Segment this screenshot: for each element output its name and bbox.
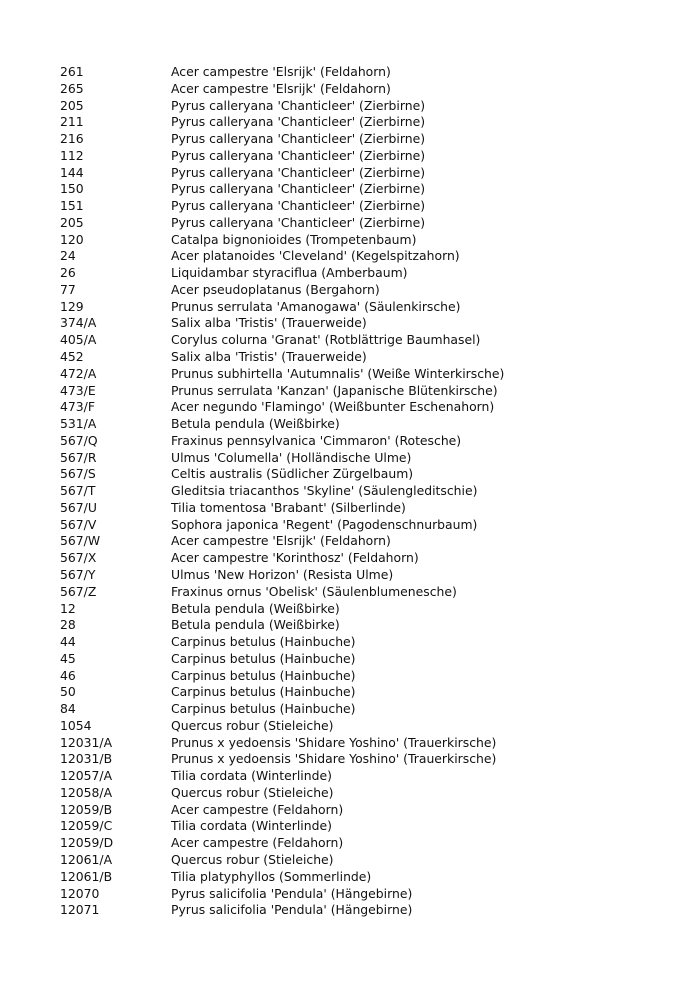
tree-species: Tilia platyphyllos (Sommerlinde) (171, 868, 372, 884)
tree-number: 265 (60, 80, 84, 96)
tree-species: Acer pseudoplatanus (Bergahorn) (171, 281, 380, 297)
tree-species: Carpinus betulus (Hainbuche) (171, 634, 356, 650)
tree-number: 12071 (60, 902, 100, 918)
tree-number: 567/V (60, 516, 97, 532)
list-item (60, 651, 504, 668)
tree-number: 44 (60, 634, 76, 650)
tree-species: Prunus serrulata 'Amanogawa' (Säulenkirsche) (171, 298, 461, 314)
tree-species: Acer campestre 'Elsrijk' (Feldahorn) (171, 64, 391, 79)
tree-species: Liquidambar styraciflua (Amberbaum) (171, 265, 408, 281)
list-item (60, 902, 504, 919)
tree-number: 129 (60, 298, 84, 314)
tree-species: Prunus serrulata 'Kanzan' (Japanische Blütenkirsche) (171, 382, 498, 398)
list-item (60, 466, 504, 483)
tree-species: Catalpa bignonioides (Trompetenbaum) (171, 231, 417, 247)
list-item (60, 299, 504, 316)
list-item (60, 617, 504, 634)
tree-number: 12070 (60, 885, 100, 901)
list-item (60, 349, 504, 366)
tree-number: 452 (60, 349, 84, 365)
list-item (60, 869, 504, 886)
tree-number: 46 (60, 667, 76, 683)
tree-number: 473/E (60, 382, 96, 398)
tree-species: Gleditsia triacanthos 'Skyline' (Säulengleditschie) (171, 483, 478, 499)
tree-number: 12031/A (60, 734, 113, 750)
tree-number: 211 (60, 114, 84, 130)
tree-number: 205 (60, 214, 84, 230)
tree-number: 12031/B (60, 751, 113, 767)
list-item (60, 64, 504, 81)
tree-number: 1054 (60, 717, 92, 733)
tree-species: Tilia cordata (Winterlinde) (171, 818, 332, 834)
list-item (60, 584, 504, 601)
list-item (60, 701, 504, 718)
tree-number: 567/Y (60, 566, 96, 582)
list-item (60, 416, 504, 433)
tree-species: Acer negundo 'Flamingo' (Weißbunter Eschenahorn) (171, 399, 495, 415)
tree-species: Quercus robur (Stieleiche) (171, 717, 334, 733)
list-item (60, 735, 504, 752)
tree-number: 12058/A (60, 784, 113, 800)
tree-number: 150 (60, 181, 84, 197)
tree-species: Salix alba 'Tristis' (Trauerweide) (171, 349, 367, 365)
list-item (60, 886, 504, 903)
list-item (60, 483, 504, 500)
tree-species: Carpinus betulus (Hainbuche) (171, 667, 356, 683)
tree-species: Celtis australis (Südlicher Zürgelbaum) (171, 466, 414, 482)
tree-number: 473/F (60, 399, 95, 415)
tree-species: Carpinus betulus (Hainbuche) (171, 650, 356, 666)
tree-species: Carpinus betulus (Hainbuche) (171, 684, 356, 700)
list-item (60, 399, 504, 416)
list-item (60, 450, 504, 467)
tree-number: 112 (60, 147, 84, 163)
tree-species: Pyrus calleryana 'Chanticleer' (Zierbirne) (171, 131, 426, 147)
tree-number: 12057/A (60, 768, 113, 784)
tree-number: 567/T (60, 483, 96, 499)
tree-species: Pyrus calleryana 'Chanticleer' (Zierbirne) (171, 147, 426, 163)
tree-species: Corylus colurna 'Granat' (Rotblättrige Baumhasel) (171, 332, 481, 348)
list-item (60, 852, 504, 869)
tree-number: 144 (60, 164, 84, 180)
tree-species: Acer campestre (Feldahorn) (171, 835, 344, 851)
tree-number: 567/R (60, 449, 97, 465)
tree-number: 567/S (60, 466, 96, 482)
tree-species: Pyrus calleryana 'Chanticleer' (Zierbirne) (171, 214, 426, 230)
tree-list (60, 64, 504, 919)
tree-species: Salix alba 'Tristis' (Trauerweide) (171, 315, 367, 331)
list-item (60, 366, 504, 383)
tree-number: 50 (60, 684, 76, 700)
list-item (60, 433, 504, 450)
list-item (60, 785, 504, 802)
list-item (60, 165, 504, 182)
tree-species: Pyrus salicifolia 'Pendula' (Hängebirne) (171, 885, 413, 901)
list-item (60, 282, 504, 299)
list-item (60, 768, 504, 785)
list-item (60, 751, 504, 768)
tree-number: 567/Z (60, 583, 97, 599)
list-item (60, 802, 504, 819)
tree-species: Prunus x yedoensis 'Shidare Yoshino' (Trauerkirsche) (171, 751, 497, 767)
list-item (60, 668, 504, 685)
tree-species: Sophora japonica 'Regent' (Pagodenschnurbaum) (171, 516, 478, 532)
tree-number: 405/A (60, 332, 97, 348)
tree-species: Quercus robur (Stieleiche) (171, 784, 334, 800)
tree-species: Prunus subhirtella 'Autumnalis' (Weiße Winterkirsche) (171, 365, 505, 381)
list-item (60, 332, 504, 349)
list-item (60, 232, 504, 249)
tree-number: 24 (60, 248, 76, 264)
tree-number: 567/Q (60, 432, 98, 448)
tree-number: 567/X (60, 550, 97, 566)
list-item (60, 315, 504, 332)
list-item (60, 835, 504, 852)
tree-number: 45 (60, 650, 76, 666)
tree-species: Pyrus salicifolia 'Pendula' (Hängebirne) (171, 902, 413, 918)
list-item (60, 265, 504, 282)
list-item (60, 131, 504, 148)
tree-number: 531/A (60, 416, 97, 432)
tree-species: Fraxinus ornus 'Obelisk' (Säulenblumenesche) (171, 583, 457, 599)
tree-species: Quercus robur (Stieleiche) (171, 851, 334, 867)
tree-number: 374/A (60, 315, 97, 331)
tree-species: Fraxinus pennsylvanica 'Cimmaron' (Rotesche) (171, 432, 462, 448)
tree-species: Prunus x yedoensis 'Shidare Yoshino' (Trauerkirsche) (171, 734, 497, 750)
list-item (60, 550, 504, 567)
tree-number: 77 (60, 281, 76, 297)
tree-number: 12061/B (60, 868, 113, 884)
list-item (60, 114, 504, 131)
tree-number: 12061/A (60, 851, 113, 867)
tree-number: 567/W (60, 533, 101, 549)
list-item (60, 818, 504, 835)
list-item (60, 148, 504, 165)
tree-number: 28 (60, 617, 76, 633)
tree-species: Pyrus calleryana 'Chanticleer' (Zierbirne) (171, 181, 426, 197)
tree-number: 472/A (60, 365, 97, 381)
list-item (60, 533, 504, 550)
tree-number: 84 (60, 701, 76, 717)
tree-species: Pyrus calleryana 'Chanticleer' (Zierbirne) (171, 164, 426, 180)
tree-species: Acer campestre (Feldahorn) (171, 801, 344, 817)
tree-species: Betula pendula (Weißbirke) (171, 416, 340, 432)
list-item (60, 517, 504, 534)
tree-number: 26 (60, 265, 76, 281)
tree-species: Ulmus 'Columella' (Holländische Ulme) (171, 449, 412, 465)
tree-species: Acer campestre 'Elsrijk' (Feldahorn) (171, 533, 391, 549)
tree-number: 12059/D (60, 835, 114, 851)
tree-number: 12059/C (60, 818, 113, 834)
list-item (60, 567, 504, 584)
tree-number: 120 (60, 231, 84, 247)
tree-number: 205 (60, 97, 84, 113)
tree-species: Ulmus 'New Horizon' (Resista Ulme) (171, 566, 394, 582)
list-item (60, 684, 504, 701)
tree-species: Pyrus calleryana 'Chanticleer' (Zierbirne) (171, 114, 426, 130)
list-item (60, 383, 504, 400)
list-item (60, 634, 504, 651)
tree-species: Tilia tomentosa 'Brabant' (Silberlinde) (171, 499, 406, 515)
tree-number: 567/U (60, 499, 97, 515)
tree-species: Pyrus calleryana 'Chanticleer' (Zierbirne) (171, 97, 426, 113)
tree-number: 151 (60, 198, 84, 214)
tree-number: 261 (60, 64, 84, 79)
tree-species: Betula pendula (Weißbirke) (171, 617, 340, 633)
list-item (60, 248, 504, 265)
list-item (60, 198, 504, 215)
tree-species: Carpinus betulus (Hainbuche) (171, 701, 356, 717)
list-item (60, 215, 504, 232)
list-item (60, 500, 504, 517)
list-item (60, 718, 504, 735)
tree-number: 12059/B (60, 801, 113, 817)
list-item (60, 81, 504, 98)
tree-species: Acer platanoides 'Cleveland' (Kegelspitzahorn) (171, 248, 460, 264)
list-item (60, 181, 504, 198)
tree-number: 216 (60, 131, 84, 147)
tree-species: Acer campestre 'Elsrijk' (Feldahorn) (171, 80, 391, 96)
tree-species: Pyrus calleryana 'Chanticleer' (Zierbirne) (171, 198, 426, 214)
list-item (60, 98, 504, 115)
tree-number: 12 (60, 600, 76, 616)
tree-species: Acer campestre 'Korinthosz' (Feldahorn) (171, 550, 419, 566)
list-item (60, 601, 504, 618)
tree-species: Tilia cordata (Winterlinde) (171, 768, 332, 784)
tree-species: Betula pendula (Weißbirke) (171, 600, 340, 616)
